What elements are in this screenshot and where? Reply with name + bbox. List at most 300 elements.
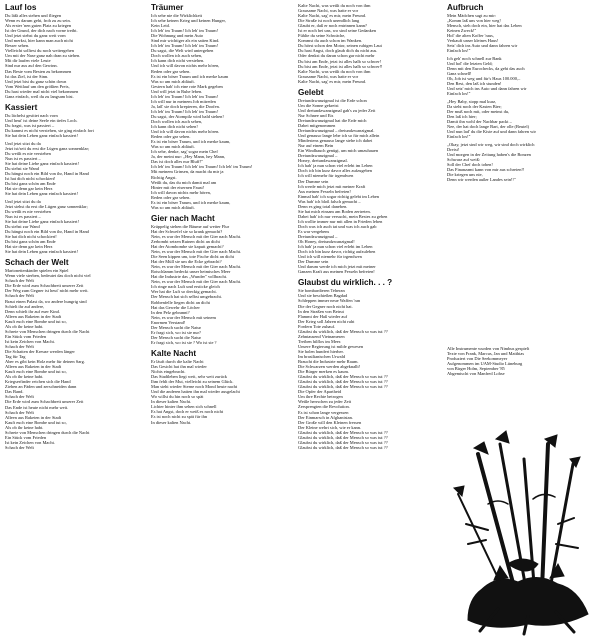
lyric-line: Nun ist es passiert –: [5, 213, 41, 219]
lyric-line: Ein Stück vom Frieden: [5, 333, 47, 339]
lyric-line: Als ob ihr keine habt.: [5, 323, 44, 329]
song-title: Gier nach Macht: [151, 213, 215, 223]
lyric-line: Es hat Angst, doch er weiß es noch nicht: [151, 409, 224, 415]
lyric-line: Du hörst schon den Motor, seinen ruhigen Laut: [298, 43, 382, 49]
lyric-line: Unsere Regierung ist milde gewesen: [298, 343, 364, 349]
song: [151, 214, 295, 345]
lyric-line: Hinter mit der eisernen Faust!: [151, 184, 205, 190]
lyric-line: Das Stadtleben liegt weit, sehr weit zurück: [151, 374, 228, 380]
lyric-line: Die Bürger merken es kaum.: [298, 369, 350, 375]
lyric-line: Reden oder gar sehen.: [151, 68, 191, 74]
lyric-line: Den laß ich hier;: [447, 114, 477, 120]
lyric-line: Kriegserfinder reichen sich die Hand: [5, 379, 71, 385]
lyric-line: Soll der Chef doch toben!: [447, 162, 493, 168]
lyric-line: Zehntausend Vietnamesen: [298, 333, 345, 339]
lyric-line: Robbenfelle liegen dicht an dicht: [151, 299, 210, 305]
lyric-line: Das Finanzamt kann von mir aus schreien!!: [447, 167, 525, 173]
lyric-line: Der Kleine wehrt sich, wie er kann.: [298, 424, 362, 430]
lyric-line: Glaubst du wirklich, daß der Mensch so was tut ??: [298, 434, 388, 440]
column-2: [151, 3, 295, 635]
lyric-line: Um die Sonne gekreist: [298, 102, 339, 108]
lyric-line: Schreie von Menschen dringen durch die Nacht: [5, 429, 90, 435]
lyric-line: Es ist ein böser Traum, und ich merke kaum,: [151, 199, 231, 205]
lyric-line: Alleen aus Raketen in der Stadt: [5, 414, 62, 420]
lyric-line: Da steht noch der Kasten Bier;: [447, 103, 502, 109]
lyric-line: Ich geh' noch schnell zur Bank: [447, 55, 502, 61]
credits-line: Alle Instrumente wurden von Nimbus gespielt: [447, 346, 530, 351]
lyric-line: Du siehst zur Wand: [5, 223, 40, 229]
lyric-line: Dreiundzwanzigmal – dreiundzwanzigmal.: [298, 128, 375, 134]
lyric-line: „Hey Baby, stopp mal kurz,: [447, 98, 497, 104]
lyric-line: Doch ich bin kurz davor, richtig aufzuleben: [298, 249, 376, 255]
song: [5, 3, 147, 99]
lyric-line: Der Dumme sein: [298, 178, 329, 184]
lyric-line: Was so um mich abläuft.: [151, 204, 195, 210]
lyric-line: Ich leb' im Traum! Ich leb' im Traum!: [151, 28, 219, 34]
lyric-line: Glaubst du wirklich, daß der Mensch so was tut ??: [298, 384, 388, 390]
lyric-line: Und jetzt bist du ganz schön down: [5, 78, 67, 84]
lyric-line: Kauft euch eine Bombe und tut so,: [5, 369, 67, 375]
lyric-line: Die Opfer der Apartheid: [298, 389, 342, 395]
lyric-line: Um mit der Nase ganz nah dran zu stehen.: [5, 53, 81, 59]
lyric-line: Du läßt alles stehen und fliegen: [5, 13, 62, 18]
credits-line: Aufgenommen im UAM-Studio Lüneburg: [447, 361, 523, 367]
lyric-line: Sie hat dein Leben ganz einfach kassiert!: [5, 132, 78, 138]
lyric-line: Kauft euch eine Bombe und tut so,: [5, 318, 67, 324]
lyric-line: Ist der Grund, der dich nach vorne treibt.: [5, 28, 78, 34]
lyric-line: Was so um mich abläuft.: [151, 144, 195, 150]
lyric-line: Gestern hab' ich eine rote Mark gegeben: [151, 83, 223, 89]
lyric-line: Weißt du, das du mich damit mal am: [151, 179, 217, 185]
lyric-line: Jetzt siehst du erst die Lügen ganz sonnenklar;: [5, 203, 88, 209]
lyric-line: Rotschlamm bedeckt unser heimisches Meer: [151, 269, 231, 275]
lyric-line: Doch was ich auch tat und was ich auch gab: [298, 223, 377, 229]
song-title: Träumer: [151, 3, 184, 12]
song-title: Gelebt: [298, 87, 324, 97]
lyric-line: Denn schielt ihr auf euer Kind.: [5, 308, 60, 314]
lyric-line: Jetzt ist/seit du erst die Lügen ganz sonnenklar;: [5, 145, 90, 151]
lyric-line: Als ob ihr keine habt.: [5, 374, 44, 380]
song: [298, 3, 444, 84]
lyric-line: Sie hat dich nicht schockiert!: [5, 234, 57, 240]
lyric-line: Ich will davon nichts mehr hören,: [151, 189, 211, 195]
lyric-line: Dabei hab' ich nur versucht, mein Bestes zu geben: [298, 213, 388, 219]
lyric-line: Die Seen kippen um, tote Fische dicht an dicht: [151, 254, 234, 260]
lyric-line: Schleppen immer neue Waffen 'ran: [298, 298, 361, 304]
lyric-line: Der Weg zum Gegner ist heut' nicht mehr weit.: [5, 288, 89, 294]
lyric-line: Ich sehe nie die Wirklichkeit: [151, 13, 202, 18]
lyric-line: Die Schatten der Kreuze werden länger: [5, 349, 75, 354]
lyric-line: Grausame Nacht, was hatte er vor: [298, 73, 359, 79]
lyric-line: Ich hab' ja nun schon viel erlebt im Leben: [298, 163, 373, 169]
lyric-line: Der Dumme sein: [298, 259, 329, 265]
lyric-line: Und ich will davon nichts mehr hören,: [151, 63, 220, 69]
lyric-line: Schwarz auf weiß:: [447, 157, 481, 163]
lyric-line: Reden oder gar sehen.: [151, 194, 191, 200]
lyric-line: Um ihre Rechte betrogen: [298, 394, 343, 400]
lyric-line: Alleen aus Raketen in der Stadt: [5, 313, 62, 319]
lyric-line: Besser sehen.: [5, 43, 30, 49]
lyric-line: Schach der Welt: [5, 278, 34, 284]
lyric-line: Vielleicht solltest du noch weitergehen: [5, 48, 74, 54]
lyric-line: Hat sie denn gar kein Herz: [5, 244, 53, 250]
torn-sign-figure: [454, 431, 588, 634]
lyric-line: Einmal hab' ich sogar richtig gelebt im Leben: [298, 193, 380, 199]
lyric-line: Der Krieg soll Jahren nicht ruht: [298, 318, 355, 324]
lyric-line: Und jetzt sitzt du da: [5, 140, 41, 146]
lyric-line: Denn wir werden außer Landes sein!!": [447, 177, 516, 183]
lyric-line: Zerbombt setzen Ruinen dicht an dicht: [151, 238, 220, 244]
lyric-line: Sie hat mich einsam am Boden zertreten.: [298, 208, 371, 214]
lyric-line: Ich will nur in meinem Job mitreden: [151, 98, 216, 104]
lyric-line: Oh Honey, dreiundzwanzigmal!: [298, 239, 355, 245]
lyric-line: Flammt der Haß wieder auf: [298, 313, 348, 319]
lyric-line: Ich wollte immer nur mit allen in Frieden leben: [298, 218, 383, 224]
lyric-line: Krüppelig stehen die Bäume auf weiter Flur: [151, 223, 230, 229]
lyric-line: Du hängst noch ein Bild von ihr, Hand in Hand: [5, 229, 89, 235]
lyric-line: „Okay, jetzt sind wir weg, wir sind doch wirklich: [447, 141, 535, 147]
lyric-line: Du sagst, der Atompilz wird bald stehen!: [151, 113, 224, 119]
song: [5, 103, 147, 254]
lyric-line: Einfach los!": [447, 134, 471, 140]
lyric-line: Das Ende ist heute nicht mehr weit.: [5, 404, 69, 410]
lyric-line: Das Gesicht hat ihn mal wieder: [151, 364, 207, 369]
lyric-line: Fühlte du seine Schwäche,: [298, 33, 346, 39]
song-title: Kassiert: [5, 102, 38, 112]
lyric-line: Du bist ganz schön am Ende: [5, 239, 56, 245]
lyric-line: Mindestens genauso lange stehe ich dabei: [298, 138, 373, 144]
lyric-line: Hat sie denn gar kein Herz: [5, 186, 53, 192]
lyric-line: Kein Leid.: [151, 23, 170, 29]
lyric-line: Dreiundzwanzigmal hat die Erde mich: [298, 117, 367, 123]
lyric-line: Man sieht wieder Sterne noch Mond heute nacht: [151, 384, 238, 390]
lyric-line: Grausame Nacht, was hatte er vor: [298, 8, 359, 14]
lyric-line: Alleen aus Raketen in der Stadt: [5, 364, 62, 370]
lyric-line: Aus meinen Fesseln befreien!: [298, 188, 351, 194]
lyric-line: Der Große will den Kleinen fressen: [298, 419, 362, 425]
lyric-line: In dieser kalten Nacht.: [151, 399, 192, 405]
lyric-line: Die der Gegner noch nicht hat.: [298, 303, 353, 309]
lyric-line: Du sagst, die Welt wird untergehen: [151, 48, 214, 54]
lyric-line: Im brasilianischen Urwald: [298, 354, 346, 359]
lyric-line: Der Mensch sucht die Natur: [151, 334, 202, 340]
lyric-line: Ganz einfach, weil du zu langsam bist.: [5, 93, 74, 99]
lyric-line: Er fragt sich, wo ist sie ? Wo ist sie ?: [151, 339, 217, 345]
lyric-line: Die Schwarzen werden abgeknallt!: [298, 364, 361, 370]
lyric-line: Ist er noch bei uns, wo sind seine Gedanken: [298, 28, 377, 34]
lyric-line: Ist das Ziel, ist der Sinn.: [5, 73, 49, 79]
lyric-line: Ich leb' im Traum! Ich leb' im Traum!: [151, 93, 219, 99]
column-1: [5, 3, 147, 635]
lyric-line: Er fragt sich, wo ist sie nur?: [151, 329, 201, 335]
lyric-line: Reden oder gar sehen.: [151, 134, 191, 140]
lyric-line: Der Mensch sucht die Natur: [151, 324, 202, 330]
lyric-line: Wenn viele sterben, bedeutet das doch nicht viel: [5, 273, 91, 279]
song-title: Aufbruch: [447, 3, 484, 12]
lyric-line: Nur Schnee und Eis: [298, 112, 334, 118]
lyric-line: Ich sehe keinen Krieg und keinen Hunger,: [151, 18, 226, 24]
lyric-line: Nein, es war der Mensch mit seinem: [151, 314, 216, 320]
lyric-line: Die Straße ist noch unendlich lang: [298, 18, 360, 24]
lyric-line: Marionettenkinder spielen ein Spiel: [5, 268, 69, 274]
lyric-line: Hat das Gewehr die Löcher: [151, 304, 200, 310]
lyric-line: Schielt ihr auf andere,: [5, 303, 45, 309]
lyric-line: Er läuft durch die kalte Nacht: [151, 358, 204, 364]
lyric-line: Als erster 'nen guten Platz zu kriegen: [5, 23, 72, 29]
lyric-line: Glaubst du wirklich, daß der Mensch so was tut ??: [298, 439, 388, 445]
lyric-line: Ich leb' im Traum! Ich leb' im Traum!: [151, 43, 219, 49]
lyric-line: Das Band.: [5, 389, 24, 395]
lyric-line: Mit meinem Grinsen, da macht du mir ja: [151, 169, 224, 175]
lyric-line: Nichts eingebracht.: [151, 369, 186, 375]
lyric-line: Hol' die alten Koffer 'raus,: [447, 33, 494, 39]
lyric-line: Du hast Angst, doch glaub dich du nicht aus.: [298, 48, 378, 54]
lyric-line: Ja, laß' sie doch krepieren, die Doofen.: [151, 103, 220, 109]
lyric-line: Lichter hinter ihm sehen sich schnell: [151, 404, 217, 410]
lyric-line: Hat der Müll sie um die Ecke gebracht?: [151, 259, 222, 265]
lyric-line: Das ist doch alles nur Bluff!": [151, 159, 203, 165]
lyric-line: Hat der Schwefel sie so krank gemacht?: [151, 228, 223, 234]
lyric-line: Oh, Job ist weg und für's Haus 100.000,–: [447, 76, 521, 82]
lyric-line: Sie holen hundert hierher.: [298, 348, 344, 354]
lyric-line: Und hol' die letzten Geld;: [447, 61, 493, 67]
lyric-line: Die kriegen uns nie,: [447, 172, 483, 178]
lyric-line: Wo willst du hin noch so spät: [151, 394, 204, 400]
lyric-line: Damit ihn wohl der Nachbar packt –: [447, 119, 512, 125]
lyric-line: Ist kein Zeichen von Macht.: [5, 338, 55, 344]
lyric-line: Ganzen Kraft aus meinen Fesseln befreien!: [298, 269, 375, 275]
lyric-line: Ich kann dich nicht verstehen.: [151, 58, 205, 64]
lyric-line: Honey, dreiundzwanzigmal.: [298, 158, 348, 164]
lyric-line: Wer hat die Luft so dreckig gemacht.: [151, 289, 217, 295]
lyric-line: Du kannst es nicht verstehen, sie ging einfach fort: [5, 127, 94, 133]
credits-line: Texte von Frank, Marcus, Jan und Matthias: [447, 351, 525, 357]
lyric-line: Die Erde wird zum Schachbrett unserer Zeit: [5, 283, 84, 289]
song: [298, 88, 444, 275]
lyric-line: Einfach los!": [447, 91, 471, 97]
lyric-line: „Komm laß uns von hier weg!: [447, 18, 501, 24]
lyric-line: Schreie von Menschen dringen durch die Nacht: [5, 328, 90, 334]
lyric-line: Verkauft unser kleines Haus!: [447, 38, 499, 44]
lyric-line: Dreiundzwanzigmal –: [298, 153, 338, 159]
lyric-line: Ich leb' im Traum! Ich leb' im Traum! Ich leb' im Traum!: [151, 164, 253, 170]
lyric-line: Es ist schon lange vergessen: [298, 409, 349, 415]
lyric-line: Nun ist es passiert –: [5, 155, 41, 161]
lyric-line: Du siehst sie Wand: [5, 165, 39, 171]
lyric-line: Mensch, sieh doch ein, hier hat das Leben: [447, 23, 522, 29]
lyric-line: Und die anderen hatten ihn mal wieder ausgelacht: [151, 389, 240, 395]
lyric-line: Du hast wieder mal nicht viel bekommen: [5, 88, 79, 94]
lyric-line: Sind nur aus auf den Gewinn.: [5, 63, 58, 69]
lyric-line: Ich leb' im Traum! Ich leb' im Traum!: [151, 108, 219, 114]
lyric-line: Und merkst, hier kann man auch nicht: [5, 38, 73, 44]
lyric-line: Ich sehe, denke, sag' sogar mein Chef: [151, 149, 218, 155]
lyric-line: Doch ich bin kurz davor alles aufzugeben: [298, 168, 372, 174]
lyric-line: Nein, es war der Mensch mit der Gier nach Macht.: [151, 233, 242, 239]
lyric-line: Der muß noch mit, oder meinst du,: [447, 109, 510, 115]
credits-line: von Birger Holm, September '85: [447, 366, 505, 372]
song: [151, 3, 295, 210]
lyric-line: Du weißt es nie verstehen: [5, 208, 51, 214]
lyric-line: Ist kein Zeichen von Macht.: [5, 439, 55, 445]
lyric-line: In dieser kalten Nacht.: [151, 419, 192, 425]
lyric-line: Zersprengten die Revolution.: [298, 404, 350, 410]
lyric-line: Du weißt es nie verstehen: [5, 150, 51, 156]
lyric-line: Ziehen an Fäden und zerschneiden dann: [5, 384, 77, 390]
lyric-line: Die Erde wird zum Schachbrett unserer Zeit: [5, 399, 84, 405]
lyric-line: Richtig Angst.: [151, 174, 177, 180]
lyric-line: Und setz' mich ins Auto und dann fahren wir: [447, 86, 527, 92]
lyric-line: Oder denkst du daran schon gar nicht mehr: [298, 53, 375, 59]
lyric-line: Schach der Welt: [5, 293, 34, 299]
lyric-line: Ihm fehlt der Mut, vielleicht zu seinem Glück.: [151, 379, 234, 385]
lyric-line: Kalte Nacht, sag' es mir, mein Freund.: [298, 78, 367, 84]
lyric-line: Ich hab' ja nun schon viel erlebt im Leben: [298, 244, 373, 250]
lyric-line: Kommst du auch schon im Wanken.: [298, 38, 363, 44]
lyric-line: Schach der Welt: [5, 444, 34, 450]
lyric-line: Nee, der hat doch lange Bart, der olle (Beutel): [447, 124, 530, 130]
lyric-line: Doch wollen ich auch sehen,: [151, 118, 203, 124]
lyric-line: Du bist am Ende, jetzt ist alles halb so schwer!: [298, 58, 382, 64]
credits-block: [447, 346, 597, 376]
lyric-line: Denn mit den Eurochecks, da geht das auch: [447, 66, 525, 72]
lyric-line: Glaubst du wirklich, daß der Mensch so was tut ??: [298, 328, 388, 334]
lyric-line: Nein, es war der Mensch mit der Gier nach Macht.: [151, 249, 242, 255]
lyric-line: Du fragst, was ist passiert –: [5, 122, 55, 128]
lyric-line: Sie bombardieren Teheran: [298, 288, 345, 294]
lyric-line: Glaubt er, daß er noch entrinnen kann?: [298, 23, 367, 29]
lyric-line: Sie hat deine Liebe ganz einfach kassiert!: [5, 218, 79, 224]
lyric-line: Ganz schnell!: [447, 71, 472, 77]
song: [151, 349, 295, 425]
lyric-line: Enormen Verstand!: [151, 319, 186, 325]
lyric-line: Ein Windhauch genügt, um mich umzuhauen: [298, 148, 379, 154]
lyric-line: Dabei mitgenommen: [298, 122, 336, 128]
lyric-line: Was hab' ich bloß falsch gemacht –: [298, 198, 361, 204]
lyric-line: Und genauso lange lebe ich so für mich allein: [298, 133, 380, 139]
lyric-line: Keinen Zweck!": [447, 28, 477, 34]
song: [298, 278, 444, 450]
lyric-line: Das Beste vom Besten zu bekommen: [5, 68, 72, 74]
lyric-line: Glaubst du wirklich, daß der Mensch so was tut ??: [298, 429, 388, 435]
lyric-line: Kalte Nacht, was weißt du noch von ihm: [298, 3, 371, 8]
lyric-line: Sind mir wichtiger als ein satten Kind.: [151, 38, 220, 44]
lyric-line: Mit dir laufen viele Leute: [5, 58, 51, 64]
song-title: Schach der Welt: [5, 258, 69, 268]
lyric-line: Und will jetzt in Ruhe leben.: [151, 88, 203, 94]
lyric-line: Kalte Nacht, was weißt du noch von ihm: [298, 68, 371, 74]
song: [5, 258, 147, 450]
lyric-line: Kalte Nacht, sag' es mir, mein Freund.: [298, 13, 367, 19]
lyric-line: Setz' dich ins Auto und dann fahren wir: [447, 43, 518, 49]
lyric-line: Ich kann dich nicht sehen!: [151, 124, 198, 130]
lyric-line: Mein Mädchen sagt zu mir:: [447, 13, 497, 18]
lyric-line: Dreist!: [447, 146, 460, 152]
lyric-line: In den Straßen von Beirut: [298, 308, 344, 314]
lyric-line: Nein, es war der Mensch mit der Gier nach Macht.: [151, 264, 242, 270]
lyric-line: Ein Stück vom Frieden: [5, 434, 47, 440]
lyric-line: Es ist noch nicht zu spät für ihn: [151, 414, 208, 420]
lyric-line: Ist hat dich nicht schockiert!: [5, 175, 56, 181]
lyric-line: Dreiundzwanzigmal ist die Erde schon: [298, 97, 367, 103]
lyric-line: Wenn es darum geht, froh zu zu sein.: [5, 18, 71, 24]
lyric-line: Es ist ein böser Traum und ich merke kaum: [151, 73, 229, 79]
lyric-line: Es ist ein böser Traum, und ich merke kaum,: [151, 139, 231, 145]
decorative-artwork: [438, 384, 600, 636]
lyric-line: Nur auf einem Bein: [298, 143, 334, 149]
lyric-line: Als ob ihr keine habt.: [5, 424, 44, 430]
lyric-line: Du bist am Ende, jetzt ist alles halb so schwer!!: [298, 63, 383, 69]
lyric-line: Treiben hilflos im Meer.: [298, 338, 342, 344]
lyric-line: Denn es ging total daneben.: [298, 203, 348, 209]
lyric-line: Und ich will niemehr für irgendwen: [298, 254, 362, 260]
lyric-line: Schach der Welt: [5, 394, 34, 400]
lyric-line: Aber es gibt kein Holz mehr für deinen Sarg.: [5, 359, 85, 365]
lyric-line: Und darum werde ich mich jetzt mit meiner: [298, 264, 376, 270]
lyric-line: Und jetzt stehst du ganz weit vorn: [5, 33, 66, 39]
lyric-line: Nein, es war der Mensch mit der Gier nach Macht.: [151, 279, 242, 285]
lyric-line: Der Einmarsch in Afghanistan.: [298, 414, 353, 420]
lyric-line: Du lächelst gesittet nach vorn: [5, 112, 58, 118]
lyric-line: Einfach los!": [447, 48, 471, 54]
lyric-line: Dreiundzwanzigmal –: [298, 234, 338, 240]
lyric-line: Und morgen in der Zeitung haben's die Bonzen: [447, 152, 531, 157]
lyric-line: Es war vergebens: [298, 228, 330, 234]
lyric-line: Vom Wettlauf um den größten Preis,: [5, 83, 70, 89]
credits-line: Abgemischt von Manfred Lohse: [447, 371, 505, 377]
lyric-line: Sie hat dein Leben ganz einfach kassiert!: [5, 191, 78, 197]
lyric-line: Glaubst du wirklich, daß der Mensch so was tut ??: [298, 444, 388, 450]
song-title: Lauf los: [5, 3, 37, 12]
credits-line: Produziert von Die Seekommeyer: [447, 356, 508, 362]
lyric-line: Schach der Welt: [5, 343, 34, 349]
lyric-line: Und nun lad' du die Kiste auf und dann fahren wir: [447, 129, 537, 135]
lyric-line: Sie hat dein Leben ganz einfach kassiert!: [5, 249, 78, 255]
lyric-line: Die Wohnung und mein Auto: [151, 33, 204, 39]
lyric-line: Fordern Tote zuhauf.: [298, 323, 336, 329]
lyric-line: Hat der Atombombe sie kaputt gemacht?: [151, 244, 224, 250]
lyric-line: In den Pelz gebrannt?: [151, 309, 190, 315]
lyric-line: Ja, der meint nur: „Hey Mann, hey Mann,: [151, 154, 226, 160]
lyric-line: Den Rest, den laß ich stunden!: [447, 81, 502, 87]
lyric-line: Weiße herrschen zu jeder Zeit: [298, 399, 352, 405]
lyric-line: Und dreiundzwanzigmal gab's zu jeder Zeit: [298, 107, 376, 113]
lyric-line: Schach der Welt: [5, 409, 34, 415]
song: [447, 3, 597, 182]
lyric-line: Was so um mich abläuft.: [151, 78, 195, 84]
lyric-line: Tag für Tag: [5, 354, 26, 360]
lyric-line: Und ich will davon nichts mehr hören.: [151, 129, 220, 135]
lyric-line: Doch wollen ich auch sehen,: [151, 53, 203, 59]
lyric-line: Hat die Industrie das „Wunder" vollbracht.: [151, 274, 228, 280]
column-3: [298, 3, 444, 635]
lyric-line: Du bist ganz schön am Ende: [5, 181, 56, 186]
lyric-line: Glaubst du wirklich, daß der Mensch so was tut ??: [298, 374, 388, 380]
lyric-line: Und sie beschießen Bagdad: [298, 293, 348, 299]
lyric-line: Und heut' ist deine Seele ein tiefes Loch.: [5, 117, 78, 123]
lyric-line: Und jetzt sitzt du da: [5, 198, 41, 204]
lyric-line: Ich will niemehr für irgendwen: [298, 173, 354, 179]
lyric-line: Du hängst noch ein Bild von ihr, Hand in Hand: [5, 170, 89, 176]
lyric-line: Ich werde mich jetzt mit meiner Kraft: [298, 183, 366, 189]
lyric-line: Glaubst du wirklich, daß der Mensch so was tut ??: [298, 379, 388, 385]
lyric-line: Ich ringe nach Luft und ersticke gleich: [151, 284, 220, 290]
lyric-line: Der Mensch hat sich selbst umgebracht.: [151, 294, 222, 300]
lyric-line: Sie hat deine Liebe ganz einfach kassiert!: [5, 160, 79, 166]
lyric-line: Kauft euch eine Bombe und tut so,: [5, 419, 67, 425]
song-title: Kalte Nacht: [151, 348, 197, 358]
song-title: Glaubst du wirklich. . . ?: [298, 278, 393, 288]
